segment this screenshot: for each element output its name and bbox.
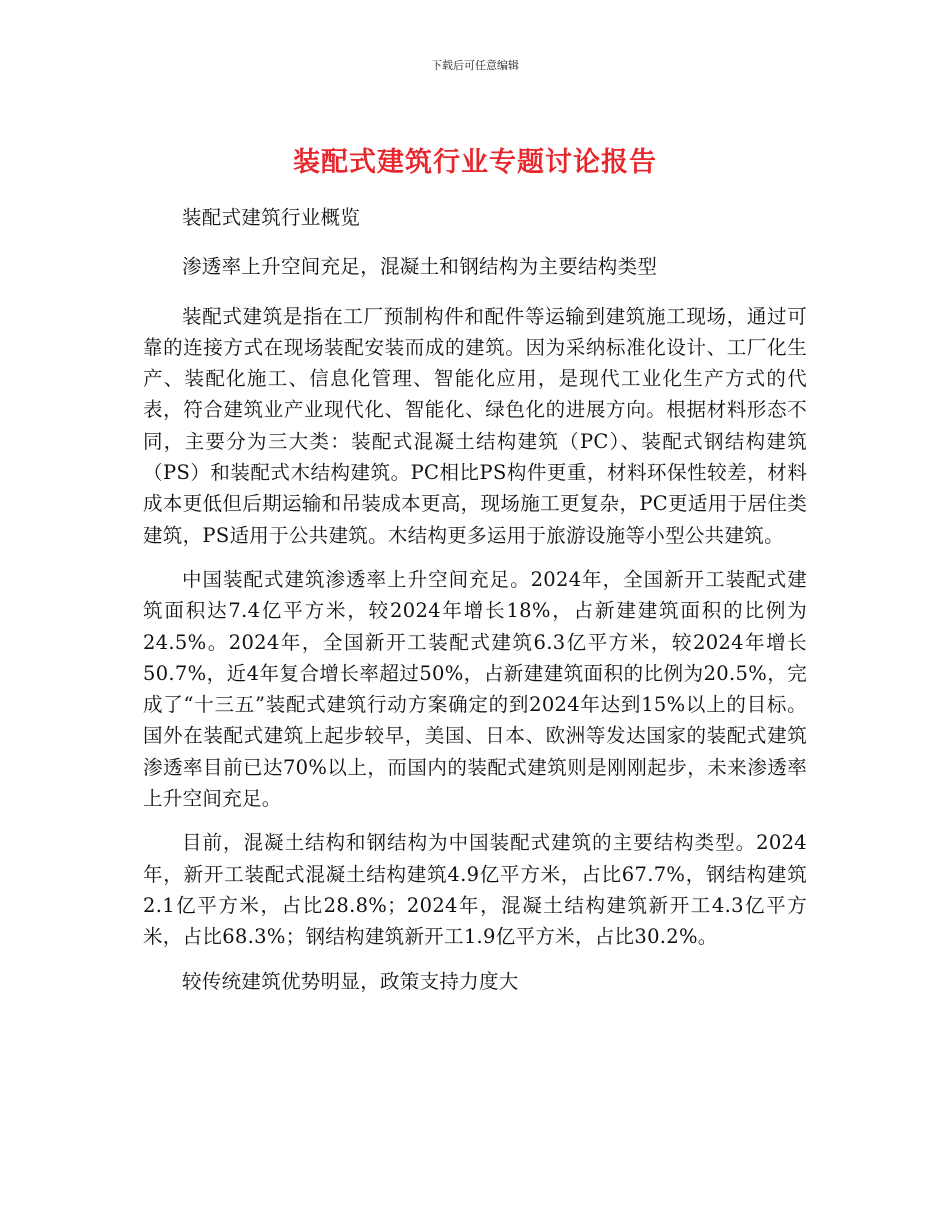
paragraph-definition: 装配式建筑是指在工厂预制构件和配件等运输到建筑施工现场，通过可靠的连接方式在现场装配安装而成的建筑。因为采纳标准化设计、工厂化生产、装配化施工、信息化管理、智能化应用，是现代工业化生产方式的代表，符合建筑业产业现代化、智能化、绿色化的进展方向。根据材料形态不同，主要分为三大类：装配式混凝土结构建筑（PC）、装配式钢结构建筑（PS）和装配式木结构建筑。PC相比PS构件更重，材料环保性较差，材料成本更低但后期运输和吊装成本更高，现场施工更复杂，PC更适用于居住类建筑，PS适用于公共建筑。木结构更多运用于旅游设施等小型公共建筑。	[143, 304, 807, 547]
document-title: 装配式建筑行业专题讨论报告	[293, 147, 657, 178]
section-heading-overview: 装配式建筑行业概览	[182, 206, 361, 229]
paragraph-penetration-rate: 中国装配式建筑渗透率上升空间充足。2024年，全国新开工装配式建筑面积达7.4亿平方米，较2024年增长18%，占新建建筑面积的比例为24.5%。2024年，全国新开工装配式建筑6.3亿平方米，较2024年增长50.7%，近4年复合增长率超过50%，占新建建筑面积的比例为20.5%，完成了“十三五”装配式建筑行动方案确定的到2024年达到15%以上的目标。国外在装配式建筑上起步较早，美国、日本、欧洲等发达国家的装配式建筑渗透率目前已达70%以上，而国内的装配式建筑则是刚刚起步，未来渗透率上升空间充足。	[143, 567, 807, 811]
document-body	[143, 202, 807, 1015]
subsection-heading-advantages: 较传统建筑优势明显，政策支持力度大	[182, 969, 519, 993]
subsection-heading-penetration: 渗透率上升空间充足，混凝土和钢结构为主要结构类型	[182, 255, 658, 279]
header-note: 下载后可任意编辑	[431, 59, 519, 72]
paragraph-structure-types: 目前，混凝土结构和钢结构为中国装配式建筑的主要结构类型。2024年，新开工装配式混凝土结构建筑4.9亿平方米，占比67.7%，钢结构建筑2.1亿平方米，占比28.8%；2024年，混凝土结构建筑新开工4.3亿平方米，占比68.3%；钢结构建筑新开工1.9亿平方米，占比30.2%。	[143, 831, 807, 949]
